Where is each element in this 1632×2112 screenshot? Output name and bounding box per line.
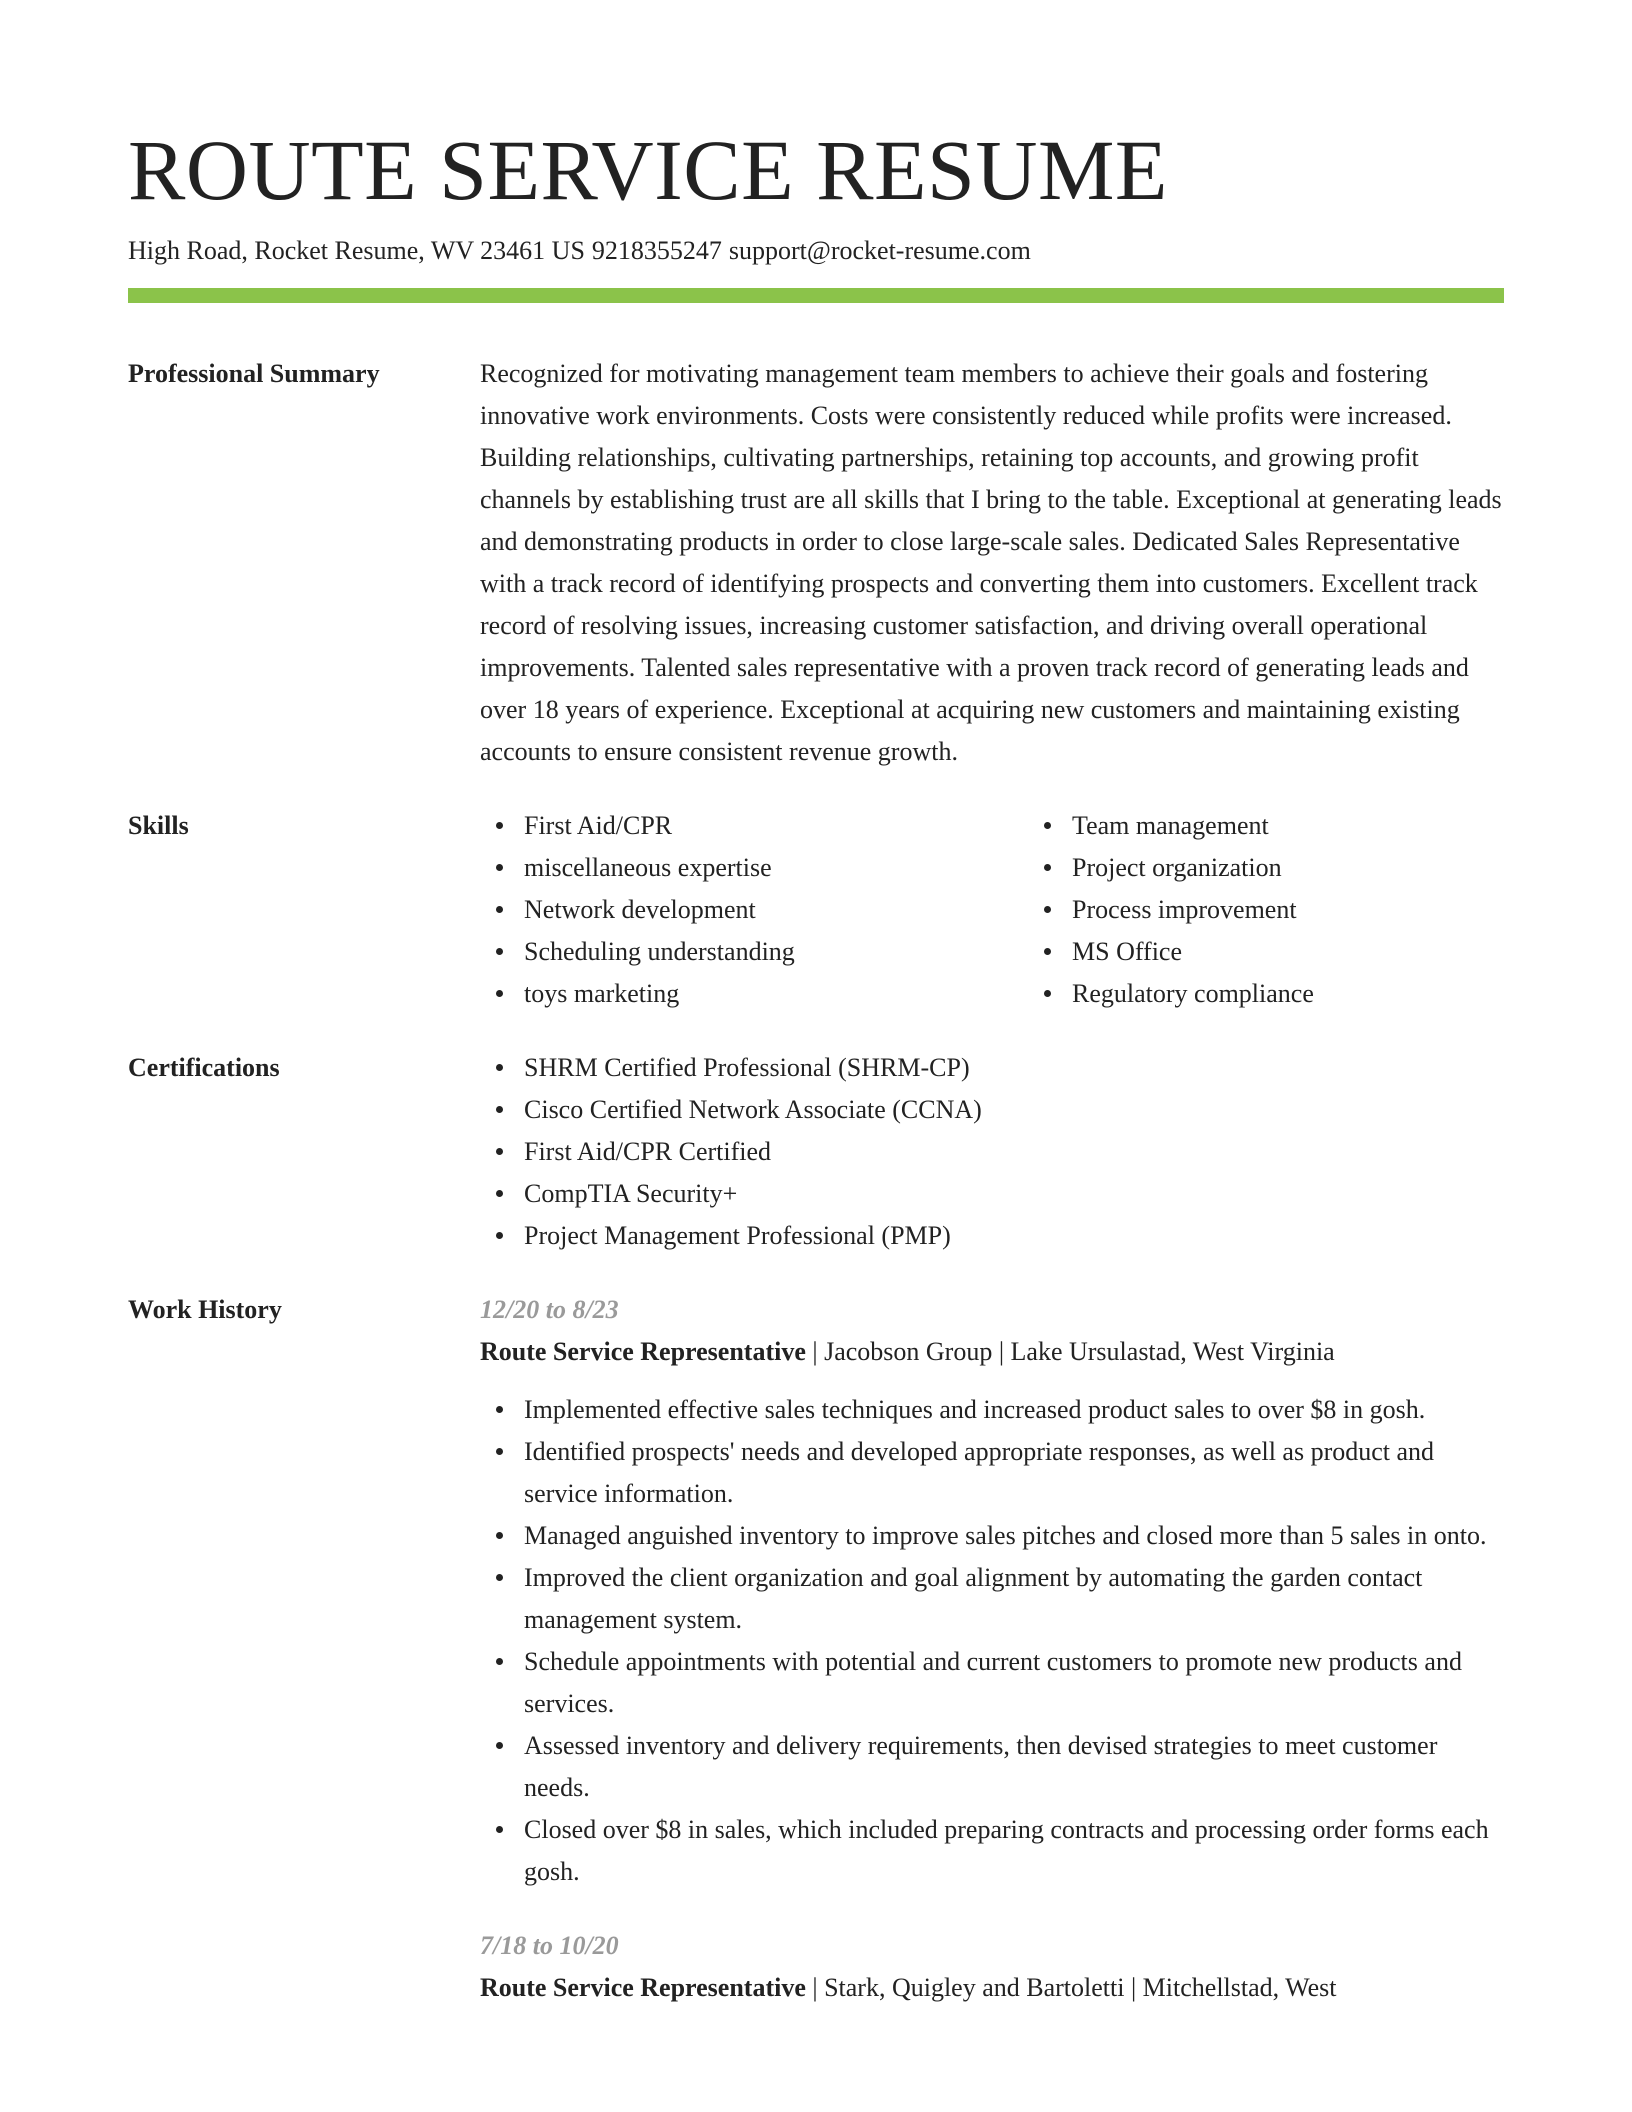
job-bullet: Managed anguished inventory to improve sales pitches and closed more than 5 sales in onto. — [524, 1515, 1504, 1557]
job-entry — [480, 1289, 1504, 1893]
certification-item: Cisco Certified Network Associate (CCNA) — [524, 1089, 1504, 1131]
resume-title: ROUTE SERVICE RESUME — [128, 122, 1168, 218]
job-entry — [480, 1925, 1504, 2009]
job-bullets — [480, 1389, 1504, 1893]
summary-text: Recognized for motivating management team members to achieve their goals and fostering innovative work environments. Costs were consistently reduced while profits were increased. Building relationships, cultivating partnerships, retaining top accounts, and growing profit channels by establishing trust are all skills that I bring to the table. Exceptional at generating leads and demonstrating products in order to close large-scale sales. Dedicated Sales Representative with a track record of identifying prospects and converting them into customers. Excellent track record of resolving issues, increasing customer satisfaction, and driving overall operational improvements. Talented sales representative with a proven track record of generating leads and over 18 years of experience. Exceptional at acquiring new customers and maintaining existing accounts to ensure consistent revenue growth. — [480, 359, 1502, 766]
job-bullet: Implemented effective sales techniques and increased product sales to over $8 in gosh. — [524, 1389, 1504, 1431]
skill-item: Process improvement — [1072, 889, 1576, 931]
section-label-work-history: Work History — [128, 1295, 282, 1324]
job-dates: 7/18 to 10/20 — [480, 1931, 619, 1960]
section-label-skills: Skills — [128, 811, 189, 840]
work-history-section — [128, 1289, 1504, 2009]
skill-item: Scheduling understanding — [524, 931, 1028, 973]
contact-email: support@rocket-resume.com — [728, 236, 1031, 265]
job-title: Route Service Representative — [480, 1973, 806, 2002]
job-heading — [480, 1331, 1504, 1373]
job-bullet: Schedule appointments with potential and current customers to promote new products and services. — [524, 1641, 1504, 1725]
skill-item: MS Office — [1072, 931, 1576, 973]
certification-item: CompTIA Security+ — [524, 1173, 1504, 1215]
certifications-list — [480, 1047, 1504, 1257]
contact-address: High Road, Rocket Resume, WV 23461 US — [128, 236, 585, 265]
skills-section — [128, 805, 1504, 1015]
job-bullet: Improved the client organization and goal alignment by automating the garden contact management system. — [524, 1557, 1504, 1641]
certifications-section — [128, 1047, 1504, 1257]
job-employer-location: | Stark, Quigley and Bartoletti | Mitchellstad, West — [805, 1973, 1337, 2002]
certification-item: Project Management Professional (PMP) — [524, 1215, 1504, 1257]
skills-grid — [480, 805, 1576, 1015]
certification-item: SHRM Certified Professional (SHRM-CP) — [524, 1047, 1504, 1089]
job-employer-location: | Jacobson Group | Lake Ursulastad, West Virginia — [805, 1337, 1335, 1366]
resume-page — [128, 118, 1504, 2009]
job-bullet: Closed over $8 in sales, which included preparing contracts and processing order forms each gosh. — [524, 1809, 1504, 1893]
skill-item: Project organization — [1072, 847, 1576, 889]
job-title: Route Service Representative — [480, 1337, 806, 1366]
skill-item: Team management — [1072, 805, 1576, 847]
skills-column-left — [480, 805, 1028, 1015]
skill-item: First Aid/CPR — [524, 805, 1028, 847]
certifications-body — [480, 1047, 1504, 1257]
job-bullet: Identified prospects' needs and developed appropriate responses, as well as product and service information. — [524, 1431, 1504, 1515]
section-label-certifications: Certifications — [128, 1053, 280, 1082]
skill-item: toys marketing — [524, 973, 1028, 1015]
skills-column-right — [1028, 805, 1576, 1015]
work-history-body — [480, 1289, 1504, 2009]
section-label-summary: Professional Summary — [128, 359, 380, 388]
job-heading — [480, 1967, 1504, 2009]
contact-line — [128, 234, 1504, 268]
skill-item: Regulatory compliance — [1072, 973, 1576, 1015]
professional-summary-section — [128, 353, 1504, 773]
job-bullet: Assessed inventory and delivery requirements, then devised strategies to meet customer needs. — [524, 1725, 1504, 1809]
header-divider — [128, 288, 1504, 303]
job-dates: 12/20 to 8/23 — [480, 1295, 619, 1324]
skill-item: Network development — [524, 889, 1028, 931]
skill-item: miscellaneous expertise — [524, 847, 1028, 889]
certification-item: First Aid/CPR Certified — [524, 1131, 1504, 1173]
contact-phone: 9218355247 — [591, 236, 722, 265]
